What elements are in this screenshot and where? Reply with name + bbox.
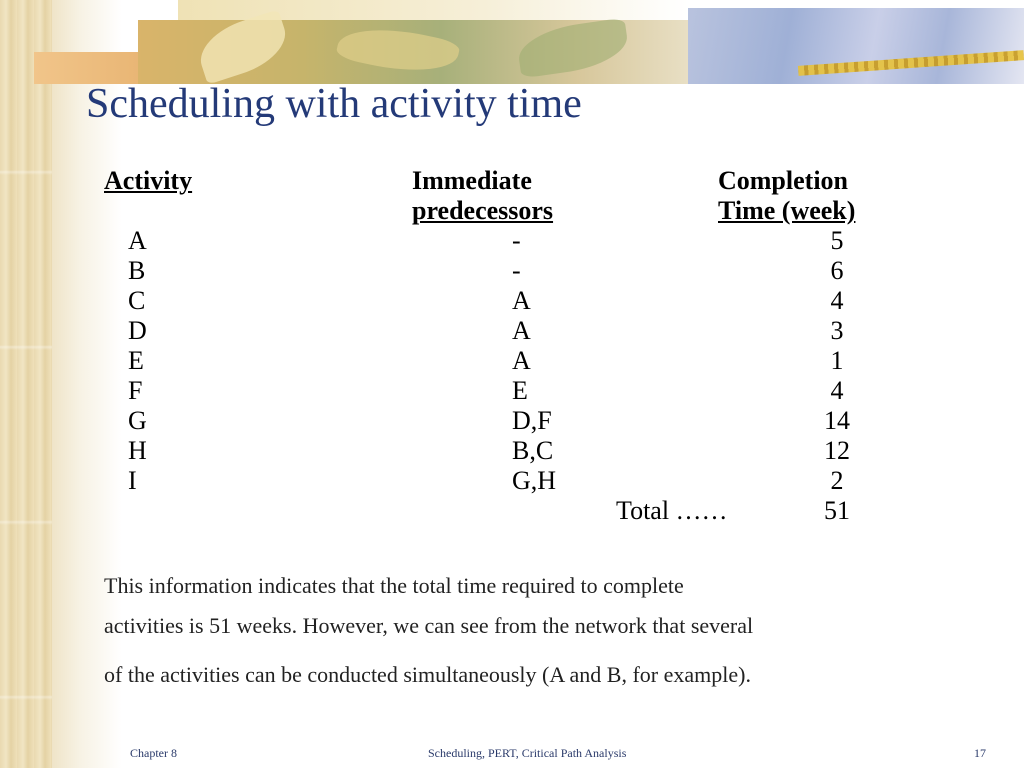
top-decorative-banner	[138, 0, 1024, 84]
row-time: 1	[830, 346, 844, 375]
header-completion-time: Completion Time (week)	[718, 166, 856, 225]
row-predecessors: B,C	[512, 436, 554, 465]
row-predecessors: G,H	[512, 466, 557, 495]
paragraph-line: activities is 51 weeks. However, we can see from the network that several	[104, 613, 754, 638]
explanation-paragraph	[104, 566, 964, 704]
row-predecessors: A	[512, 316, 531, 345]
row-activity: F	[128, 376, 143, 405]
row-time: 6	[830, 256, 844, 285]
total-value: 51	[824, 496, 850, 525]
row-activity: H	[128, 436, 147, 465]
footer-subject: Scheduling, PERT, Critical Path Analysis	[428, 746, 627, 760]
row-activity: I	[128, 466, 137, 495]
header-predecessors: Immediate predecessors	[412, 166, 554, 225]
left-decorative-strip	[0, 0, 52, 768]
row-time: 2	[830, 466, 844, 495]
footer-page-number: 17	[974, 746, 986, 760]
paragraph-line: This information indicates that the total time required to complete	[104, 573, 684, 598]
row-predecessors: D,F	[512, 406, 552, 435]
paragraph-line: of the activities can be conducted simultaneously (A and B, for example).	[104, 662, 751, 687]
row-activity: C	[128, 286, 146, 315]
row-predecessors: E	[512, 376, 528, 405]
row-time: 4	[830, 286, 844, 315]
total-label: Total ……	[616, 496, 728, 525]
row-time: 14	[824, 406, 850, 435]
row-predecessors: A	[512, 286, 531, 315]
row-predecessors: -	[512, 256, 521, 285]
footer-chapter: Chapter 8	[130, 746, 177, 760]
row-time: 5	[830, 226, 844, 255]
header-activity: Activity	[104, 166, 193, 195]
row-time: 4	[830, 376, 844, 405]
row-activity: B	[128, 256, 146, 285]
row-predecessors: -	[512, 226, 521, 255]
row-predecessors: A	[512, 346, 531, 375]
row-time: 12	[824, 436, 850, 465]
row-activity: A	[128, 226, 147, 255]
slide-title: Scheduling with activity time	[86, 81, 582, 127]
row-activity: G	[128, 406, 147, 435]
row-activity: D	[128, 316, 147, 345]
row-time: 3	[830, 316, 844, 345]
row-activity: E	[128, 346, 144, 375]
